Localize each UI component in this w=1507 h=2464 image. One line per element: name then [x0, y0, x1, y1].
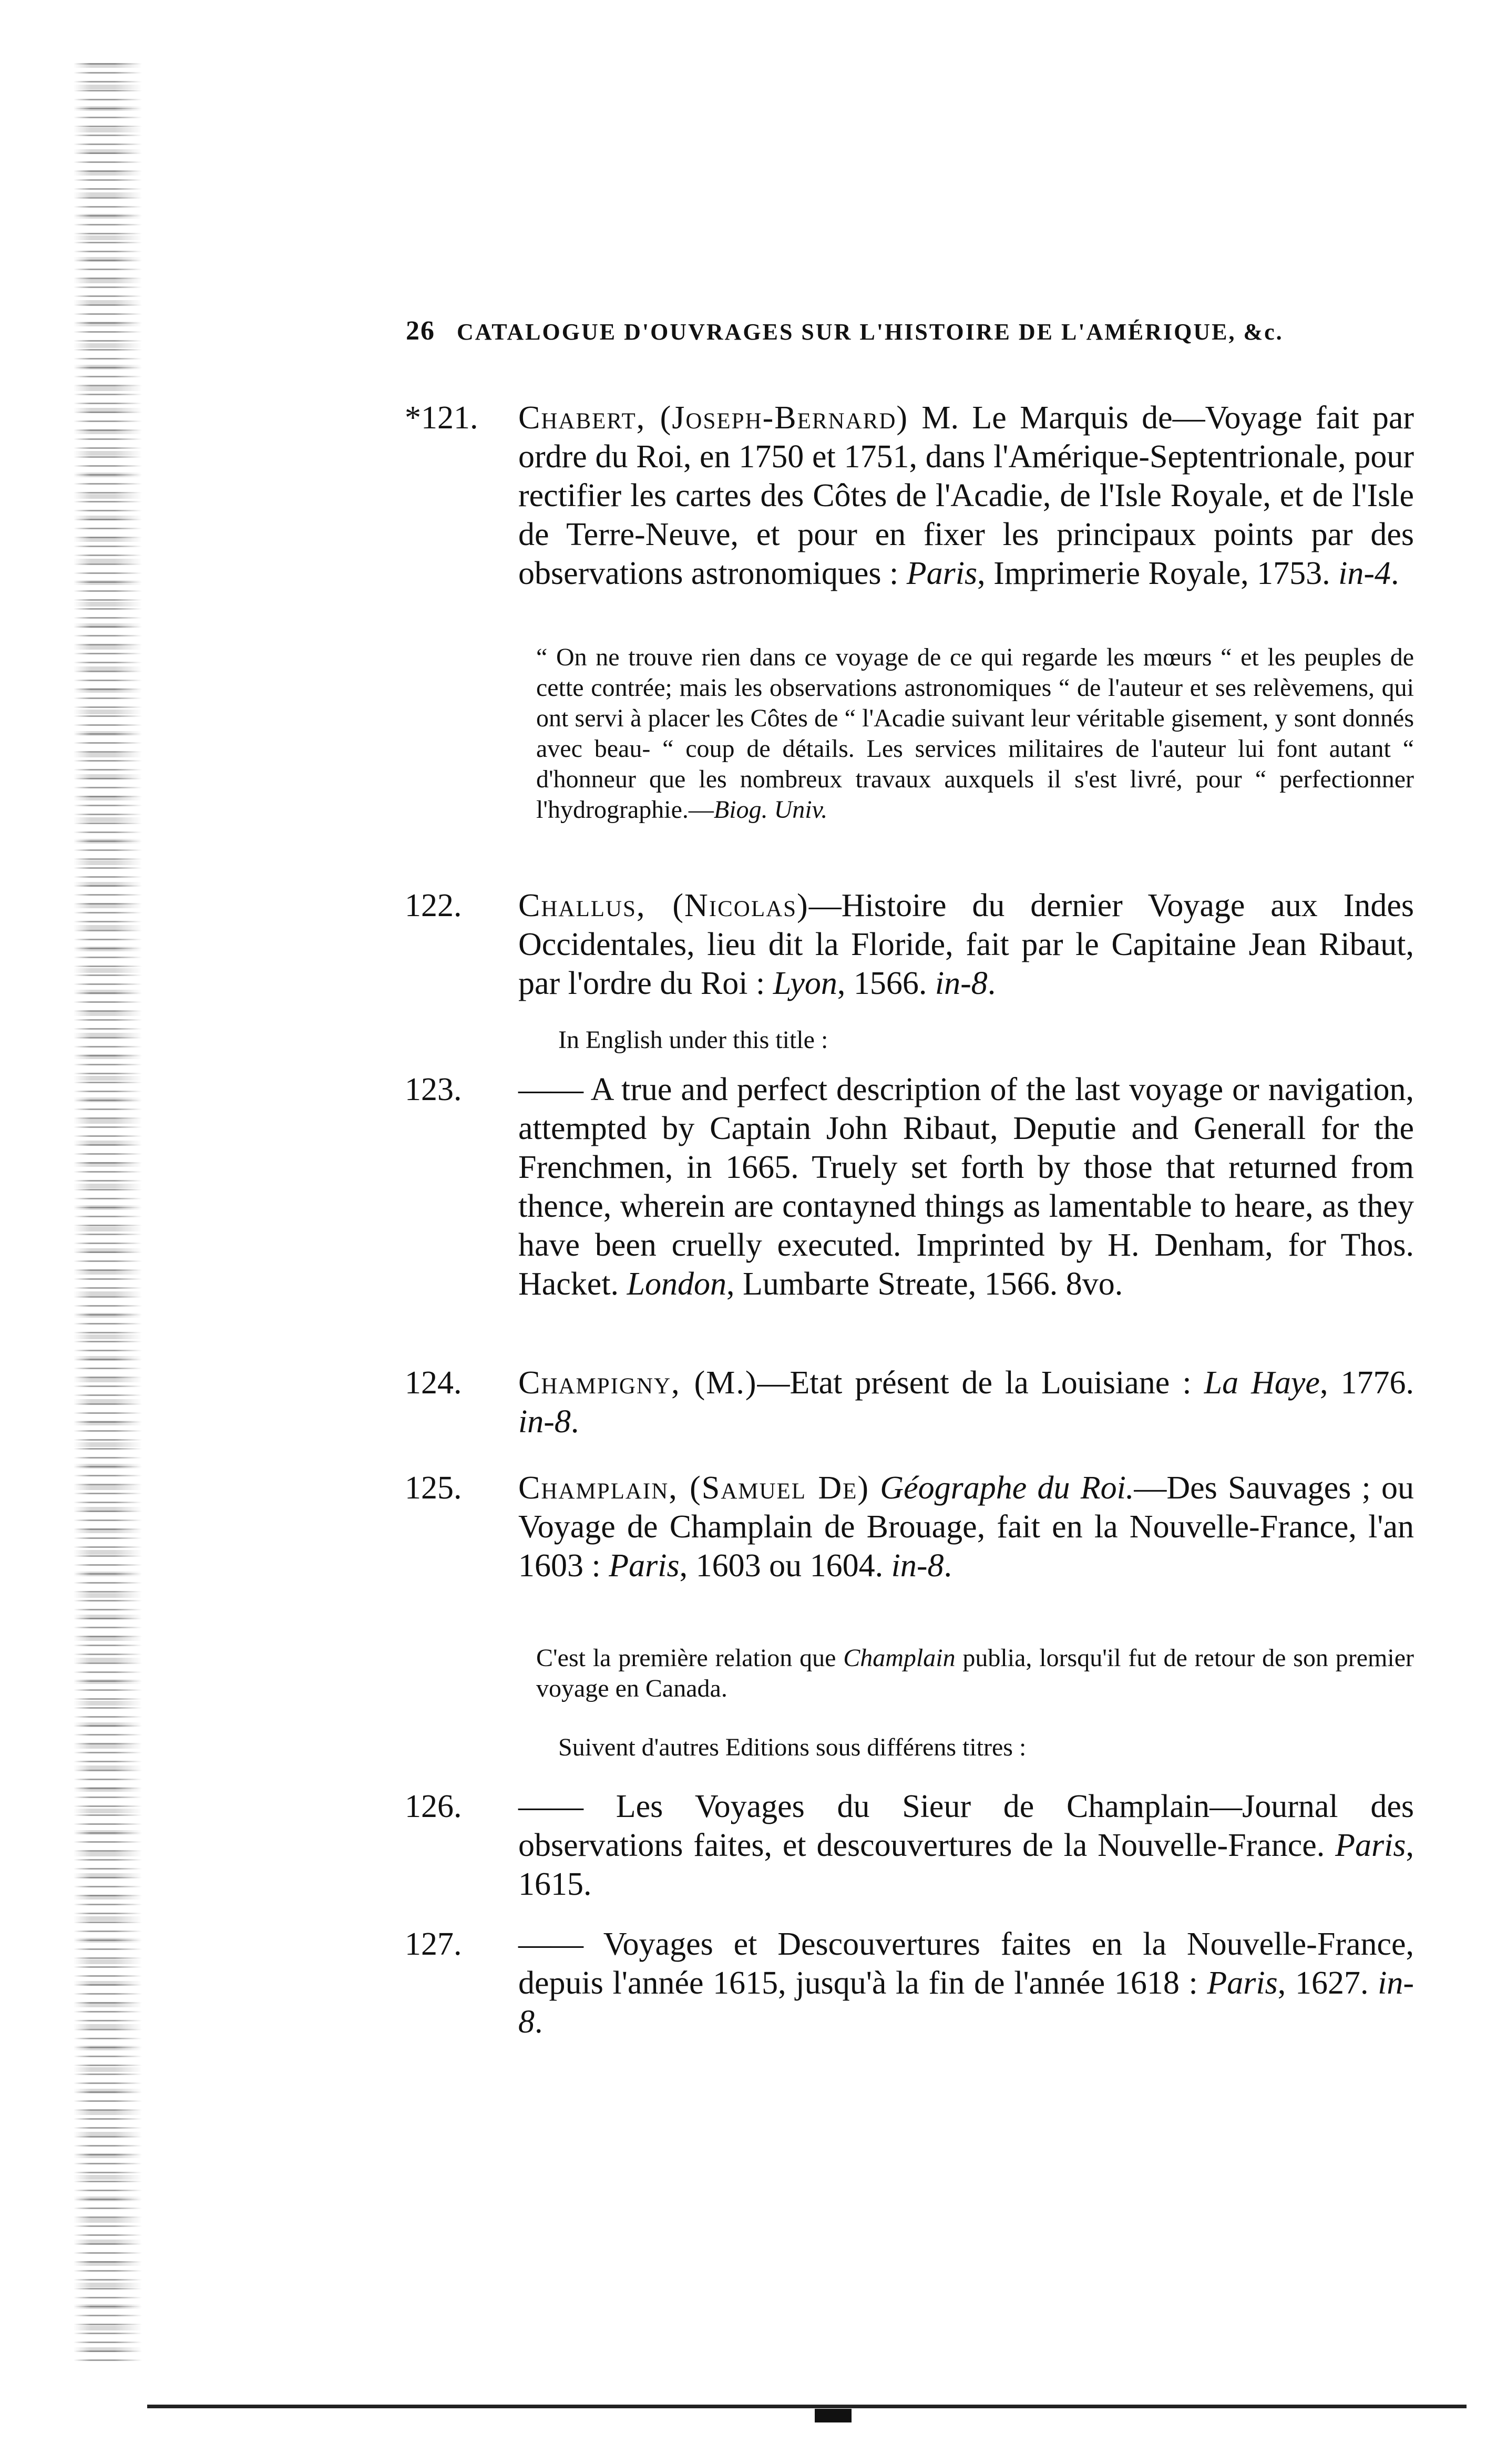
note-italic-name: Champlain — [843, 1644, 956, 1672]
imprint-place: Lyon — [773, 966, 837, 1001]
book-format: in-8 — [518, 1404, 571, 1440]
entry-text: —— A true and perfect description of the last voyage or navigation, attempted by Captain John Ribaut, Deputie and Generall for the Frenchmen, in 1665. Truely set forth by those that returned from thence, wherein are contayned things as lamentable to heare, as they have been cruelly executed. Imprinted by H. Denham, for Thos. Hacket. London, Lumbarte Streate, 1566. 8vo. — [518, 1072, 1414, 1302]
entry-author: Chabert, (Joseph-Bernard) — [518, 400, 909, 436]
page-number: 26 — [406, 316, 435, 346]
imprint-place: London — [627, 1266, 727, 1302]
entry-author: Challus, (Nicolas) — [518, 888, 809, 923]
entry-124 — [405, 1363, 1414, 1441]
entry-number: 126. — [405, 1789, 462, 1824]
entry-122 — [405, 886, 1414, 1003]
imprint-place: Paris — [1207, 1965, 1278, 2001]
note-source: Biog. Univ. — [713, 796, 828, 824]
entry-text: Chabert, (Joseph-Bernard) M. Le Marquis de—Voyage fait par ordre du Roi, en 1750 et 1751, dans l'Amérique-Septentrionale, pour rectifier les cartes des Côtes de l'Acadie, de l'Isle Royale, et de l'Isle de Terre-Neuve, et pour en fixer les principaux points par des observations astronomiques : Paris, Imprimerie Royale, 1753. in-4. — [518, 400, 1414, 591]
running-title: CATALOGUE D'OUVRAGES SUR L'HISTOIRE DE L'AMÉRIQUE, &c. — [457, 319, 1284, 345]
book-format: in-8 — [518, 1965, 1414, 2040]
imprint-place: Paris — [609, 1548, 680, 1584]
entry-121-note: “ On ne trouve rien dans ce voyage de ce qui regarde les mœurs “ et les peuples de cette contrée; mais les observations astronomiques “ de l'auteur et ses relèvemens, qui ont servi à placer les Côtes de “ l'Acadie suivant leur véritable gisement, y sont donnés avec beau- “ coup de détails. Les services militaires de l'auteur lui font autant “ d'honneur que les nombreux travaux auxquels il s'est livré, pour “ perfectionner l'hydrographie.—Biog. Univ. — [536, 643, 1414, 824]
english-title-note: In English under this title : — [558, 1026, 828, 1054]
entry-125-note: C'est la première relation que Champlain publia, lorsqu'il fut de retour de son premier voyage en Canada. — [536, 1644, 1414, 1702]
entry-number: 125. — [405, 1470, 462, 1506]
book-format: in-8 — [891, 1548, 944, 1584]
entry-text: —— Les Voyages du Sieur de Champlain—Journal des observations faites, et descouvertures de la Nouvelle-France. Paris, 1615. — [518, 1789, 1414, 1902]
entry-number: 127. — [405, 1926, 462, 1962]
entry-number: 123. — [405, 1072, 462, 1107]
entry-number: 122. — [405, 888, 462, 923]
entry-text: —— Voyages et Descouvertures faites en la Nouvelle-France, depuis l'année 1615, jusqu'à la fin de l'année 1618 : Paris, 1627. in-8. — [518, 1926, 1414, 2040]
book-format: in-8 — [935, 966, 988, 1001]
imprint-place: La Haye — [1204, 1365, 1320, 1401]
entry-125 — [405, 1469, 1414, 1585]
imprint-place: Paris — [1335, 1828, 1406, 1863]
book-format: in-4 — [1338, 556, 1391, 591]
bottom-rule — [147, 2405, 1467, 2408]
entry-author: Champlain, (Samuel De) — [518, 1470, 870, 1506]
entry-126 — [405, 1787, 1414, 1904]
entry-text: Challus, (Nicolas)—Histoire du dernier Voyage aux Indes Occidentales, lieu dit la Floride, fait par le Capitaine Jean Ribaut, par l'ordre du Roi : Lyon, 1566. in-8. — [518, 888, 1414, 1001]
entry-author: Champigny, (M.) — [518, 1365, 757, 1401]
binding-gutter-scan-marks — [74, 63, 142, 2365]
entry-number: 124. — [405, 1365, 462, 1401]
bottom-ink-mark — [815, 2409, 852, 2422]
entry-123 — [405, 1070, 1414, 1303]
entry-text: Champigny, (M.)—Etat présent de la Louisiane : La Haye, 1776. in-8. — [518, 1365, 1414, 1440]
entry-number: *121. — [405, 400, 478, 436]
entry-127 — [405, 1925, 1414, 2041]
entry-text: Champlain, (Samuel De) Géographe du Roi.—Des Sauvages ; ou Voyage de Champlain de Brouage, fait en la Nouvelle-France, l'an 1603 : Paris, 1603 ou 1604. in-8. — [518, 1470, 1414, 1584]
entry-title: Géographe du Roi. — [869, 1470, 1134, 1506]
entry-121 — [405, 398, 1414, 593]
other-editions-note: Suivent d'autres Editions sous différens titres : — [558, 1733, 1027, 1761]
imprint-place: Paris — [906, 556, 978, 591]
running-header — [406, 315, 1415, 346]
